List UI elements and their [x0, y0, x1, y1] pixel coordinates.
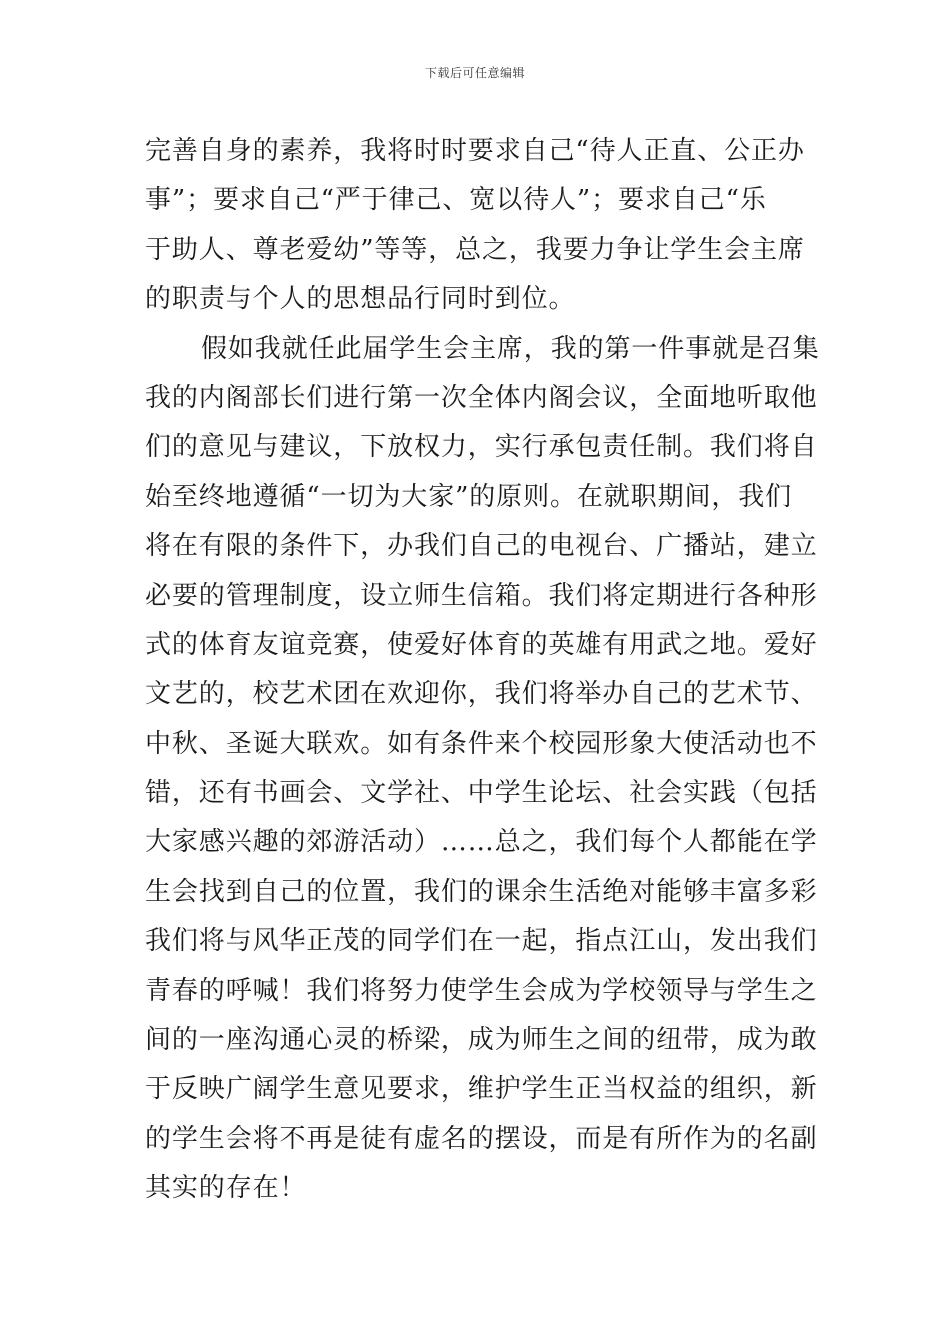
- text-line: 必要的管理制度，设立师生信箱。我们将定期进行各种形: [145, 580, 818, 611]
- text-line: 于助人、尊老爱幼”等等，总之，我要力争让学生会主席: [145, 234, 805, 265]
- page-header: 下载后可任意编辑: [424, 66, 525, 80]
- text-line: 始至终地遵循“一切为大家”的原则。在就职期间，我们: [145, 481, 793, 512]
- text-line: 错，还有书画会、文学社、中学生论坛、社会实践（包括: [145, 778, 818, 809]
- text-line: 将在有限的条件下，办我们自己的电视台、广播站，建立: [145, 531, 818, 562]
- paragraph-1: [145, 127, 810, 325]
- text-line: 我们将与风华正茂的同学们在一起，指点江山，发出我们: [145, 926, 818, 957]
- text-line: 大家感兴趣的郊游活动）……总之，我们每个人都能在学: [145, 827, 818, 858]
- text-line: 生会找到自己的位置，我们的课余生活绝对能够丰富多彩: [145, 876, 818, 907]
- text-line: 的学生会将不再是徒有虚名的摆设，而是有所作为的名副: [145, 1123, 818, 1154]
- paragraph-2: [145, 325, 820, 1214]
- text-line: 青春的呼喊！我们将努力使学生会成为学校领导与学生之: [145, 975, 818, 1006]
- text-line: 的职责与个人的思想品行同时到位。: [145, 284, 576, 315]
- text-line: 中秋、圣诞大联欢。如有条件来个校园形象大使活动也不: [145, 728, 818, 759]
- text-line: 们的意见与建议，下放权力，实行承包责任制。我们将自: [145, 432, 818, 463]
- text-line: 事”；要求自己“严于律己、宽以待人”；要求自己“乐: [145, 185, 767, 216]
- text-line: 式的体育友谊竞赛，使爱好体育的英雄有用武之地。爱好: [145, 629, 818, 660]
- text-line: 我的内阁部长们进行第一次全体内阁会议，全面地听取他: [145, 382, 818, 413]
- document-body: [145, 127, 820, 1214]
- text-line: 假如我就任此届学生会主席，我的第一件事就是召集: [201, 333, 820, 364]
- text-line: 间的一座沟通心灵的桥梁，成为师生之间的纽带，成为敢: [145, 1025, 818, 1056]
- text-line: 于反映广阔学生意见要求，维护学生正当权益的组织，新: [145, 1074, 818, 1105]
- text-line: 文艺的，校艺术团在欢迎你，我们将举办自己的艺术节、: [145, 679, 818, 710]
- text-line: 其实的存在！: [145, 1173, 307, 1204]
- text-line: 完善自身的素养，我将时时要求自己“待人正直、公正办: [145, 136, 805, 166]
